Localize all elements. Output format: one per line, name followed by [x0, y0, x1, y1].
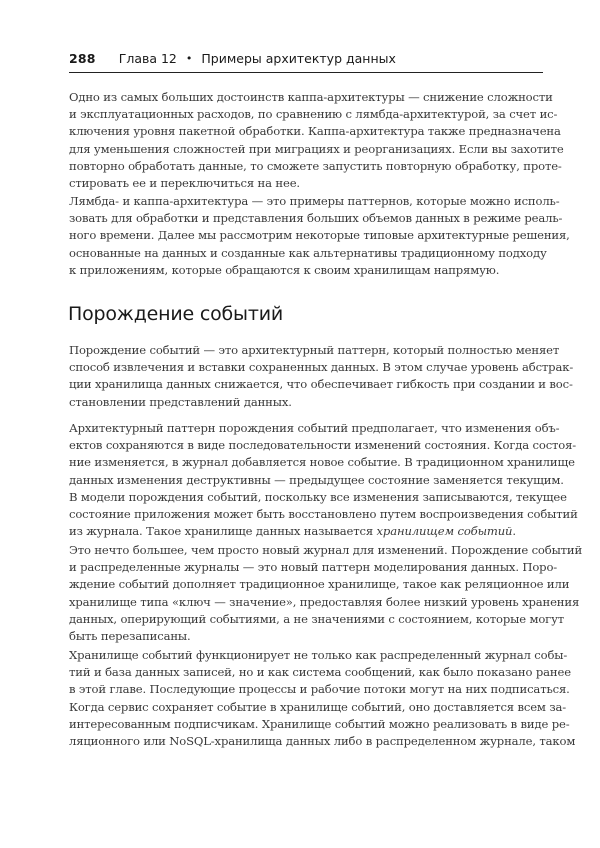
bullet-separator-icon: • [185, 51, 193, 65]
text-line: хранилище типа «ключ — значение», предоставляя более низкий уровень хранения [69, 594, 580, 609]
text-line: интересованным подписчикам. Хранилище событий можно реализовать в виде ре- [69, 716, 570, 731]
emphasized-term: хранилищем событий [376, 524, 513, 539]
paragraph-distributed-journals [69, 542, 583, 645]
paragraph-event-sourcing-definition [69, 342, 574, 411]
text-line: состояние приложения может быть восстановлено путем воспроизведения событий [69, 507, 578, 522]
text-line: ждение событий дополняет традиционное хранилище, такое как реляционное или [69, 577, 570, 592]
text-line: Одно из самых больших достоинств каппа-архитектуры — снижение сложности [69, 90, 553, 104]
text-line: Лямбда- и каппа-архитектура — это примеры паттернов, которые можно исполь- [69, 194, 560, 208]
text-run: . [512, 524, 516, 539]
text-line: тий и база данных записей, но и как система сообщений, как было показано ранее [69, 665, 571, 680]
text-line: к приложениям, которые обращаются к своим хранилищам напрямую. [69, 262, 500, 277]
text-line: данных изменения деструктивны — предыдущее состояние заменяется текущим. [69, 472, 564, 487]
section-heading: Порождение событий [68, 303, 283, 325]
text-line: повторно обработать данные, то сможете запустить повторную обработку, проте- [69, 158, 562, 173]
text-line: Это нечто большее, чем просто новый журнал для изменений. Порождение событий [69, 543, 583, 557]
text-line: стировать ее и переключиться на нее. [69, 176, 300, 191]
page-number: 288 [69, 50, 96, 66]
text-line: В модели порождения событий, поскольку все изменения записываются, текущее [69, 489, 567, 504]
text-line: быть перезаписаны. [69, 629, 191, 644]
text-line [69, 523, 543, 540]
text-line: основанные на данных и созданные как альтернативы традиционному подходу [69, 245, 547, 260]
text-line: Порождение событий — это архитектурный паттерн, который полностью меняет [69, 343, 560, 357]
text-line: Архитектурный паттерн порождения событий предполагает, что изменения объ- [69, 421, 560, 435]
text-line: зовать для обработки и представления больших объемов данных в режиме реаль- [69, 211, 563, 226]
chapter-label: Глава 12 [118, 50, 177, 66]
text-line: Хранилище событий функционирует не только как распределенный журнал собы- [69, 648, 568, 662]
text-line: ключения уровня пакетной обработки. Каппа-архитектура также предназначена [69, 124, 561, 139]
text-line: данных, оперирующий событиями, а не значениями с состоянием, которые могут [69, 611, 565, 626]
running-head [69, 48, 543, 68]
text-line: в этой главе. Последующие процессы и рабочие потоки могут на них подписаться. [69, 682, 570, 697]
text-line: ние изменяется, в журнал добавляется новое событие. В традиционном хранилище [69, 455, 575, 470]
text-line: Когда сервис сохраняет событие в хранилище событий, оно доставляется всем за- [69, 699, 567, 714]
chapter-title: Примеры архитектур данных [201, 50, 396, 66]
text-line: способ извлечения и вставки сохраненных данных. В этом случае уровень абстрак- [69, 360, 574, 375]
text-line: ного времени. Далее мы рассмотрим некоторые типовые архитектурные решения, [69, 228, 570, 243]
paragraph-event-store [69, 647, 576, 750]
paragraph-kappa-advantages [69, 89, 564, 192]
text-line: ции хранилища данных снижается, что обеспечивает гибкость при создании и вос- [69, 377, 573, 392]
header-rule-divider [69, 72, 543, 73]
text-line: и эксплуатационных расходов, по сравнению с лямбда-архитектурой, за счет ис- [69, 107, 558, 122]
paragraph-event-sourcing-pattern [69, 420, 578, 540]
text-line: для уменьшения сложностей при миграциях и реорганизациях. Если вы захотите [69, 141, 564, 156]
text-line: ектов сохраняются в виде последовательности изменений состояния. Когда состоя- [69, 438, 577, 453]
paragraph-lambda-kappa-patterns [69, 193, 570, 279]
text-line: и распределенные журналы — это новый паттерн моделирования данных. Поро- [69, 560, 558, 575]
text-run: из журнала. Такое хранилище данных называется [69, 524, 377, 539]
text-line: становлении представлений данных. [69, 394, 292, 409]
text-line: ляционного или NoSQL-хранилища данных либо в распределенном журнале, таком [69, 734, 576, 749]
